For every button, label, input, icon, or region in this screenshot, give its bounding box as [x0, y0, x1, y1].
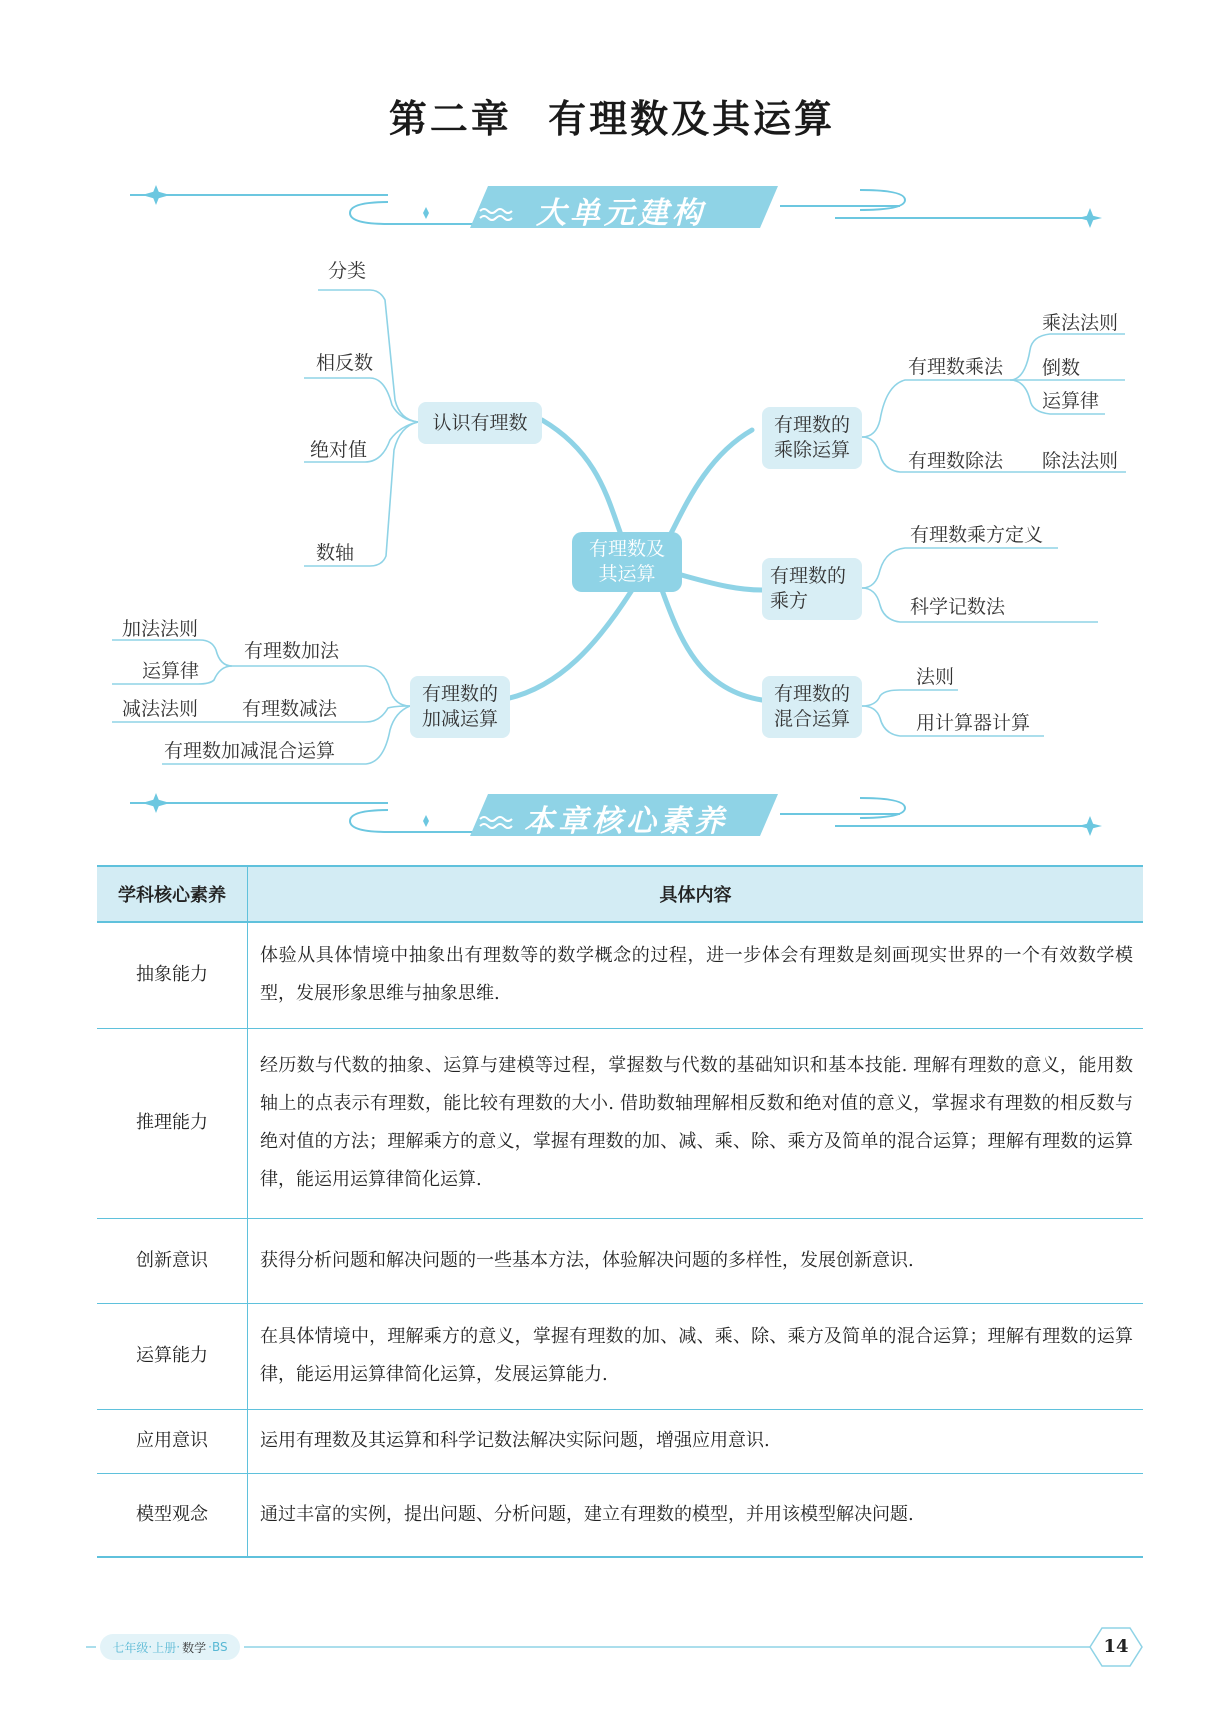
leaf-sub-rule: 减法法则: [122, 698, 199, 720]
sub-subtraction: 有理数减法: [242, 698, 338, 720]
center-label: 有理数及其运算: [588, 538, 665, 585]
leaf-opposite: 相反数: [316, 352, 374, 374]
row-content: 获得分析问题和解决问题的一些基本方法，体验解决问题的多样性，发展创新意识.: [248, 1218, 1144, 1303]
node-power: [762, 558, 862, 620]
sub-add-sub-mixed: 有理数加减混合运算: [164, 740, 336, 762]
node-label: 有理数的加减运算: [421, 683, 498, 730]
leaf-power-def: 有理数乘方定义: [910, 524, 1044, 546]
row-content: 体验从具体情境中抽象出有理数等的数学概念的过程，进一步体会有理数是刻画现实世界的一个有效数学模型，发展形象思维与抽象思维.: [248, 922, 1144, 1028]
leaf-sci-notation: 科学记数法: [910, 596, 1006, 618]
table-row: [97, 1028, 1143, 1218]
leaf-add-laws: 运算律: [142, 660, 200, 682]
leaf-mul-rule: 乘法法则: [1042, 312, 1119, 334]
node-label: 有理数的乘方: [770, 565, 847, 612]
node-label: 认识有理数: [432, 411, 528, 434]
row-name: 模型观念: [97, 1473, 248, 1557]
leaf-div-rule: 除法法则: [1042, 450, 1119, 472]
leaf-reciprocal: 倒数: [1042, 357, 1081, 379]
row-name: 创新意识: [97, 1218, 248, 1303]
footer-subject: 数学: [182, 1640, 207, 1655]
row-name: 运算能力: [97, 1303, 248, 1409]
table-header-row: [97, 866, 1143, 922]
node-mixed: [762, 676, 862, 738]
table-row: [97, 1218, 1143, 1303]
node-add-sub: [410, 676, 510, 738]
node-label: 有理数的混合运算: [773, 683, 850, 730]
leaf-mul-laws: 运算律: [1042, 390, 1100, 412]
node-know-rationals: [418, 402, 542, 444]
header-content: 具体内容: [248, 866, 1144, 922]
row-name: 应用意识: [97, 1409, 248, 1473]
node-label: 有理数的乘除运算: [773, 414, 850, 461]
leaf-calculator: 用计算器计算: [916, 712, 1031, 734]
chapter-number: 第二章: [388, 97, 512, 141]
page-number: 14: [1103, 1635, 1129, 1657]
mindmap-center-node: [572, 532, 682, 592]
row-content: 在具体情境中，理解乘方的意义，掌握有理数的加、减、乘、除、乘方及简单的混合运算；理解有理数的运算律，能运用运算律简化运算，发展运算能力.: [248, 1303, 1144, 1409]
table-row: [97, 1409, 1143, 1473]
banner-core-literacy-title: 本章核心素养: [524, 804, 728, 839]
row-content: 通过丰富的实例，提出问题、分析问题，建立有理数的模型，并用该模型解决问题.: [248, 1473, 1144, 1557]
row-name: 推理能力: [97, 1028, 248, 1218]
row-content: 运用有理数及其运算和科学记数法解决实际问题，增强应用意识.: [248, 1409, 1144, 1473]
table-row: [97, 1473, 1143, 1557]
banner-mindmap-title: 大单元建构: [536, 196, 706, 231]
footer-edition: BS: [211, 1640, 228, 1654]
sub-addition: 有理数加法: [244, 640, 340, 662]
footer-line: [86, 1628, 1142, 1666]
table-row: [97, 922, 1143, 1028]
chapter-name: 有理数及其运算: [548, 97, 836, 141]
footer-book-label: 七年级 · 上册 · 数学 · BS: [100, 1634, 240, 1660]
core-literacy-table: [97, 865, 1143, 1558]
row-content: 经历数与代数的抽象、运算与建模等过程，掌握数与代数的基础知识和基本技能. 理解有理数的意义，能用数轴上的点表示有理数，能比较有理数的大小. 借助数轴理解相反数和绝对值的意义，掌握求有理数的相反数与绝对值的方法；理解乘方的意义，掌握有理数的加、减、乘、除、乘方及简单的混合运算；理解有理数的运算律，能运用运算律简化运算.: [248, 1028, 1144, 1218]
leaf-classification: 分类: [328, 260, 367, 282]
leaf-add-rule: 加法法则: [122, 618, 199, 640]
header-literacy: 学科核心素养: [97, 866, 248, 922]
footer-grade: 七年级: [112, 1640, 149, 1655]
leaf-numberline: 数轴: [316, 542, 355, 564]
sub-division: 有理数除法: [908, 450, 1004, 472]
sub-multiplication: 有理数乘法: [908, 356, 1004, 378]
leaf-absolute: 绝对值: [310, 439, 368, 461]
footer-volume: 上册: [152, 1640, 177, 1655]
node-mul-div: [762, 407, 862, 469]
table-row: [97, 1303, 1143, 1409]
leaf-mixed-rule: 法则: [916, 666, 955, 688]
row-name: 抽象能力: [97, 922, 248, 1028]
